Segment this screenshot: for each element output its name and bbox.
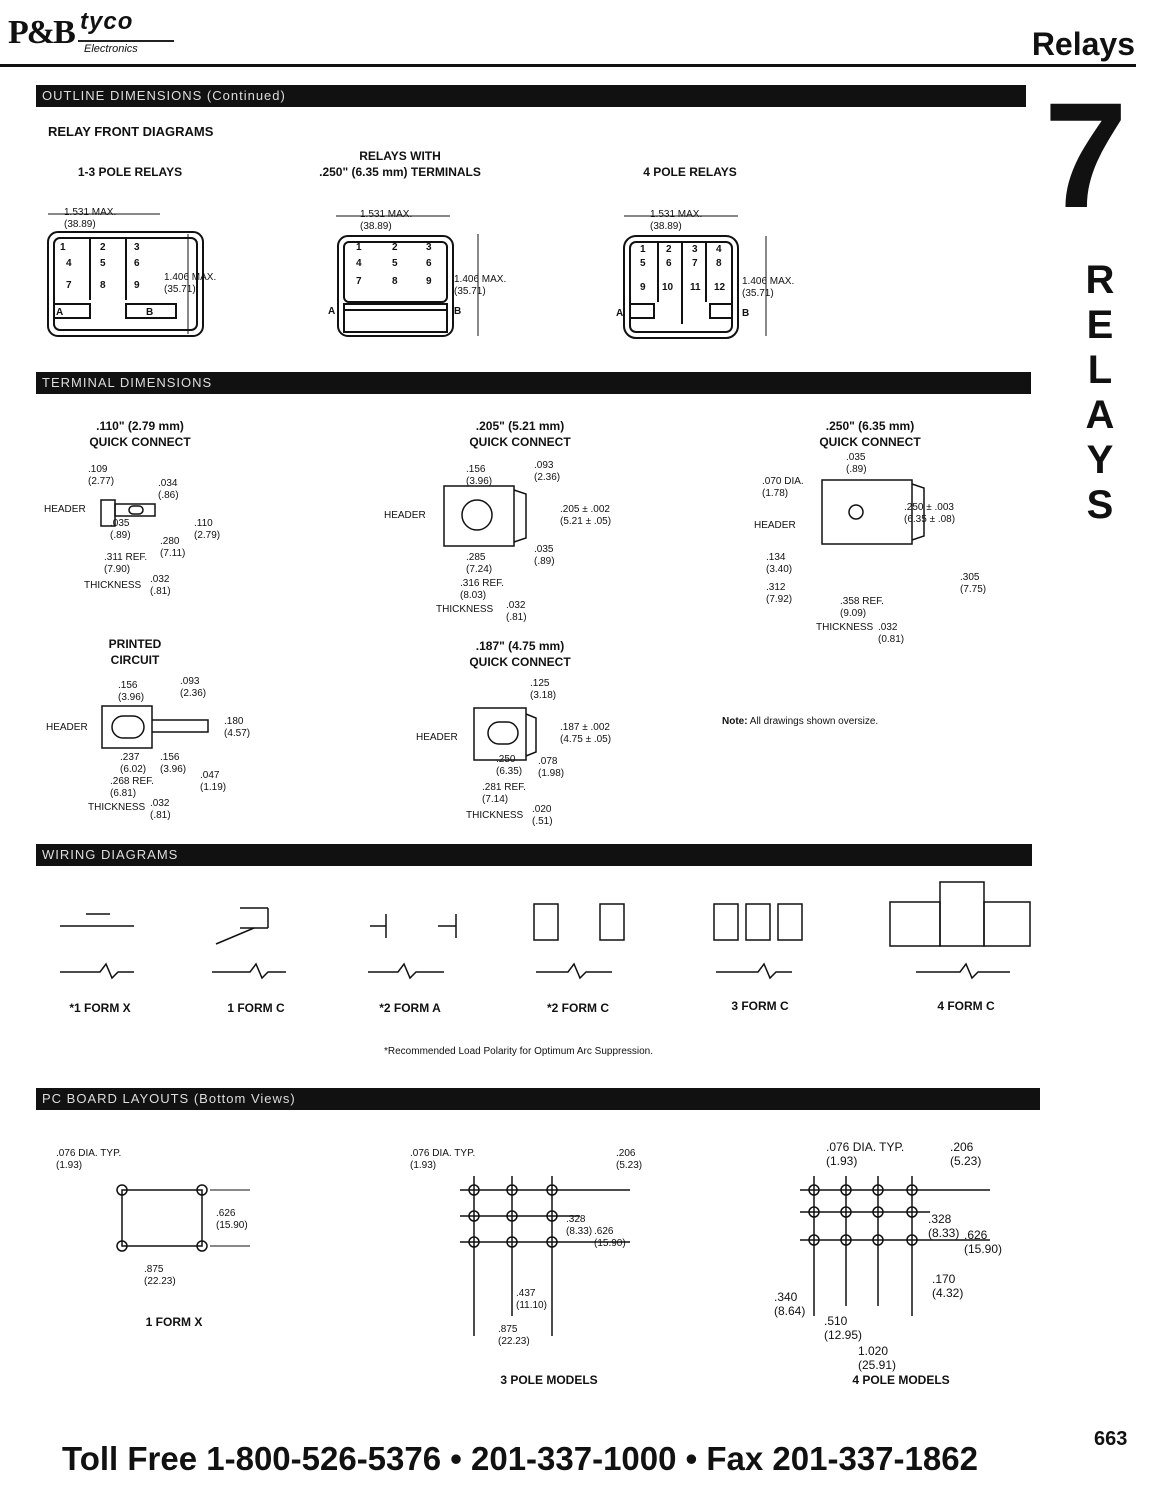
dim-text: .285 (7.24) <box>466 552 493 575</box>
pcb-label-3: 3 POLE MODELS <box>500 1373 598 1387</box>
dim-text: .280 (7.11) <box>160 536 186 559</box>
dim-text: 1.020 (25.91) <box>858 1344 897 1372</box>
page-number: 663 <box>1094 1428 1128 1450</box>
dim-text: .093 (2.36) <box>534 460 561 483</box>
dim-text: .070 DIA. (1.78) <box>762 476 804 499</box>
pin-label: 9 <box>640 282 646 293</box>
dim-text: .340 (8.64) <box>774 1290 806 1318</box>
pin-label: 2 <box>666 244 672 255</box>
coil-a-label: A <box>56 307 64 318</box>
outline-width-dim-2: 1.531 MAX. (38.89) <box>360 209 413 232</box>
logo-divider <box>78 40 174 42</box>
terminal-header-label: HEADER <box>44 504 86 515</box>
pin-label: 8 <box>100 280 106 291</box>
pin-label: 1 <box>640 244 646 255</box>
pcb-layout-3-pole <box>460 1176 640 1346</box>
wiring-label: *2 FORM C <box>546 1001 609 1015</box>
dim-text: .875 (22.23) <box>498 1324 530 1347</box>
dim-text: .311 REF. (7.90) <box>104 552 148 575</box>
coil-b-label: B <box>146 307 154 318</box>
pcb-label-4: 4 POLE MODELS <box>852 1373 950 1387</box>
dim-text: .093 (2.36) <box>180 676 207 699</box>
pin-label: 3 <box>426 242 432 253</box>
outline-label-3: 4 POLE RELAYS <box>643 165 737 179</box>
dim-text: .281 REF. (7.14) <box>482 782 526 805</box>
pin-label: 5 <box>100 258 106 269</box>
side-letter: L <box>1087 348 1113 392</box>
terminal-title-pc: PRINTED CIRCUIT <box>108 637 162 667</box>
dim-text: .437 (11.10) <box>516 1288 547 1311</box>
pin-label: 1 <box>356 242 362 253</box>
pin-label: 8 <box>716 258 722 269</box>
dim-text: .626 (15.90) <box>216 1208 248 1231</box>
dim-text: .312 (7.92) <box>766 582 793 605</box>
dim-text: .358 REF. (9.09) <box>840 596 884 619</box>
outline-height-dim-2: 1.406 MAX. (35.71) <box>454 274 507 297</box>
dim-text: .250 ± .003 (6.35 ± .08) <box>904 502 956 525</box>
dim-text: .626 (15.90) <box>594 1226 626 1249</box>
wiring-label: *1 FORM X <box>69 1001 131 1015</box>
wiring-label: 1 FORM C <box>227 1001 285 1015</box>
pin-label: 12 <box>714 282 726 293</box>
coil-a-label: A <box>616 308 624 319</box>
terminal-drawing-205 <box>440 482 550 552</box>
coil-b-label: B <box>742 308 750 319</box>
dim-text: .020 (.51) <box>532 804 553 827</box>
section-band-outline: OUTLINE DIMENSIONS (Continued) <box>36 85 1026 107</box>
side-letter: S <box>1086 483 1114 527</box>
pcb-layout-1-form-x <box>100 1176 280 1286</box>
dim-text: .268 REF. (6.81) <box>110 776 154 799</box>
outline-height-dim-3: 1.406 MAX. (35.71) <box>742 276 795 299</box>
page-title: Relays <box>1031 26 1135 62</box>
dim-text: .035 (.89) <box>534 544 555 567</box>
dim-text: .035 (.89) <box>110 518 131 541</box>
wiring-diagrams-drawing <box>40 880 1040 990</box>
pin-label: 10 <box>662 282 674 293</box>
wiring-footnote: *Recommended Load Polarity for Optimum Arc Suppression. <box>384 1046 654 1057</box>
pin-label: 4 <box>356 258 362 269</box>
dim-text: .510 (12.95) <box>824 1314 863 1342</box>
dim-text: .078 (1.98) <box>538 756 565 779</box>
pin-label: 9 <box>134 280 140 291</box>
terminal-title-110: .110" (2.79 mm) QUICK CONNECT <box>89 419 191 449</box>
dim-text: .328 (8.33) <box>928 1212 960 1240</box>
outline-label-1: 1-3 POLE RELAYS <box>77 165 183 179</box>
outline-label-2: RELAYS WITH .250" (6.35 mm) TERMINALS <box>319 149 481 179</box>
section-number: 7 <box>1044 71 1128 239</box>
dim-text: .110 (2.79) <box>194 518 221 541</box>
dim-text: .328 (8.33) <box>566 1214 593 1237</box>
dim-text: .316 REF. (8.03) <box>460 578 504 601</box>
terminal-title-205: .205" (5.21 mm) QUICK CONNECT <box>469 419 571 449</box>
outline-width-dim-3: 1.531 MAX. (38.89) <box>650 209 703 232</box>
coil-a-label: A <box>328 306 336 317</box>
thickness-label: THICKNESS <box>436 604 494 615</box>
outline-subtitle: RELAY FRONT DIAGRAMS <box>48 124 214 139</box>
thickness-label: THICKNESS <box>84 580 142 591</box>
pin-label: 8 <box>392 276 398 287</box>
pin-label: 3 <box>134 242 140 253</box>
dim-text: .032 (.81) <box>506 600 527 623</box>
pin-label: 6 <box>134 258 140 269</box>
dim-text: .305 (7.75) <box>960 572 987 595</box>
footer-contact: Toll Free 1-800-526-5376 • 201-337-1000 • Fax 201-337-1862 <box>62 1440 978 1477</box>
note-bold: Note: <box>722 716 748 727</box>
dim-text: .034 (.86) <box>158 478 179 501</box>
dim-text: .156 (3.96) <box>118 680 145 703</box>
dim-text: .206 (5.23) <box>616 1148 643 1171</box>
section-band-pcb: PC BOARD LAYOUTS (Bottom Views) <box>36 1088 1040 1110</box>
pin-label: 4 <box>66 258 72 269</box>
dim-text: .134 (3.40) <box>766 552 793 575</box>
brand-electronics: Electronics <box>84 43 138 55</box>
terminal-header-label: HEADER <box>384 510 426 521</box>
dim-text: .125 (3.18) <box>530 678 557 701</box>
wiring-label: 3 FORM C <box>731 999 789 1013</box>
pin-label: 7 <box>692 258 698 269</box>
wiring-label: 4 FORM C <box>937 999 995 1013</box>
dim-text: .156 (3.96) <box>466 464 493 487</box>
thickness-label: THICKNESS <box>88 802 146 813</box>
outline-width-dim-1: 1.531 MAX. (38.89) <box>64 207 117 230</box>
dim-text: .206 (5.23) <box>950 1140 982 1168</box>
side-tab-word <box>1080 258 1120 528</box>
wiring-label: *2 FORM A <box>379 1001 441 1015</box>
side-letter: Y <box>1086 438 1114 482</box>
section-band-wiring: WIRING DIAGRAMS <box>36 844 1032 866</box>
pin-label: 5 <box>640 258 646 269</box>
pin-label: 4 <box>716 244 722 255</box>
pin-label: 11 <box>690 282 701 293</box>
pin-label: 6 <box>666 258 672 269</box>
dim-text: .626 (15.90) <box>964 1228 1003 1256</box>
dim-text: .156 (3.96) <box>160 752 187 775</box>
coil-b-label: B <box>454 306 462 317</box>
terminal-header-label: HEADER <box>46 722 88 733</box>
pcb-dia-label: .076 DIA. TYP. (1.93) <box>826 1140 905 1168</box>
dim-text: .032 (.81) <box>150 574 171 597</box>
dim-text: .180 (4.57) <box>224 716 251 739</box>
side-letter: R <box>1085 258 1115 302</box>
pin-label: 6 <box>426 258 432 269</box>
side-letter: A <box>1085 393 1115 437</box>
dim-text: .109 (2.77) <box>88 464 115 487</box>
pin-label: 9 <box>426 276 432 287</box>
pin-label: 7 <box>356 276 362 287</box>
pin-label: 5 <box>392 258 398 269</box>
dim-text: .035 (.89) <box>846 452 867 475</box>
pcb-dia-label: .076 DIA. TYP. (1.93) <box>56 1148 122 1171</box>
thickness-label: THICKNESS <box>466 810 524 821</box>
pin-label: 1 <box>60 242 66 253</box>
dim-text: .205 ± .002 (5.21 ± .05) <box>560 504 612 527</box>
header-rule <box>0 64 1136 67</box>
dim-text: .170 (4.32) <box>932 1272 964 1300</box>
note-text: All drawings shown oversize. <box>747 716 879 727</box>
terminal-drawing-pc <box>98 702 228 752</box>
outline-height-dim-1: 1.406 MAX. (35.71) <box>164 272 217 295</box>
section-band-terminal: TERMINAL DIMENSIONS <box>36 372 1031 394</box>
terminal-header-label: HEADER <box>754 520 796 531</box>
pcb-label-1: 1 FORM X <box>145 1315 203 1329</box>
pin-label: 7 <box>66 280 72 291</box>
dim-text: .875 (22.23) <box>144 1264 176 1287</box>
dim-text: .032 (.81) <box>150 798 171 821</box>
pin-label: 2 <box>100 242 106 253</box>
terminal-header-label: HEADER <box>416 732 458 743</box>
thickness-label: THICKNESS <box>816 622 874 633</box>
pin-label: 3 <box>692 244 698 255</box>
terminal-note <box>722 716 878 727</box>
terminal-title-250: .250" (6.35 mm) QUICK CONNECT <box>819 419 921 449</box>
dim-text: .187 ± .002 (4.75 ± .05) <box>560 722 612 745</box>
brand-pb-logo: P&B <box>8 14 74 51</box>
brand-tyco-logo: tyco <box>80 8 134 35</box>
dim-text: .032 (0.81) <box>878 622 905 645</box>
pcb-dia-label: .076 DIA. TYP. (1.93) <box>410 1148 476 1171</box>
dim-text: .250 (6.35) <box>496 754 523 777</box>
dim-text: .047 (1.19) <box>200 770 227 793</box>
dim-text: .237 (6.02) <box>120 752 147 775</box>
side-letter: E <box>1086 303 1114 347</box>
pin-label: 2 <box>392 242 398 253</box>
terminal-title-187: .187" (4.75 mm) QUICK CONNECT <box>469 639 571 669</box>
